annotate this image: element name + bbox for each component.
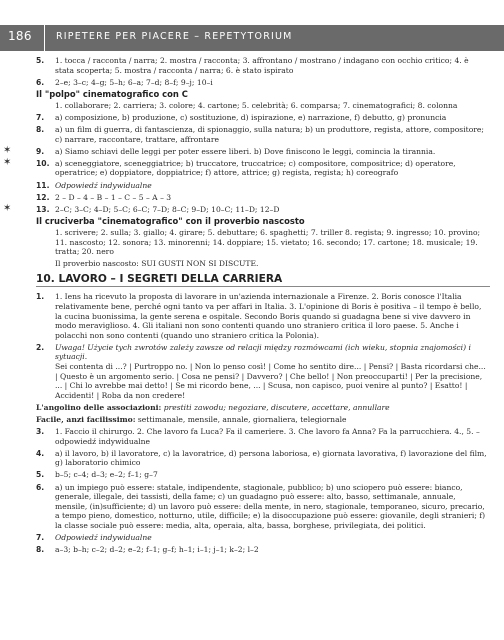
item-number: 9. (36, 146, 45, 156)
item-number: 13. (36, 204, 50, 214)
subsection-text: 1. collaborare; 2. carriera; 3. colore; 4. cartone; 5. celebrità; 6. comparsa; 7. cinematografici; 8. colonna (55, 100, 458, 110)
item-text: 1. Faccio il chirurgo. 2. Che lavoro fa Luca? Fa il cameriere. 3. Che lavoro fa Anna? Fa la parrucchiera. 4., 5. – odpowiedź indywidualne (55, 427, 480, 446)
section-divider (36, 286, 490, 287)
proverb-text: Il proverbio nascosto: SUI GUSTI NON SI DISCUTE. (55, 259, 259, 269)
item-text: a) composizione, b) produzione, c) sostituzione, d) ispirazione, e) narrazione, f) debutto, g) pronuncia (55, 112, 447, 122)
list-item (3, 202, 490, 215)
item-text: a) un film di guerra, di fantascienza, di spionaggio, sulla natura; b) un produttore, regista, attore, compositore; c) narrare, raccontare, trattare, affrontare (55, 125, 484, 144)
list-item (36, 427, 490, 446)
info-line (36, 415, 490, 425)
item-number: 8. (36, 545, 45, 555)
list-item (3, 156, 490, 178)
item-text: a) un impiego può essere: statale, indipendente, stagionale, pubblico; b) uno sciopero può essere: bianco, generale, illegale, dei tassisti, della fame; c) un guadagno può essere: alto, basso, settimanale, annuale, mensile, (in)sufficiente; d) un lavoro può essere: della mente, in nero, stagionale, temporaneo, sicuro, precario, a tempo pieno, domestico, notturno, utile, difficile; e) la disoccupazione può essere: giovanile, degli stranieri; f) la classe sociale può essere: media, alta, operaia, alta, bassa, borghese, privilegiata, dei politici. (55, 482, 486, 530)
subsection-title: Il cruciverba "cinematografico" con il proverbio nascosto (36, 216, 305, 227)
item-text: a) il lavoro, b) il lavoratore, c) la lavoratrice, d) persona laboriosa, e) giornata lavorativa, f) lavorazione del film, g) laboratorio chimico (55, 448, 487, 468)
item-number: 7. (36, 533, 45, 543)
list-item (36, 193, 490, 203)
item-text: 1. Iens ha ricevuto la proposta di lavorare in un'azienda internazionale a Firenze. 2. Boris conosce l'Italia relativamente bene, perché ogni tanto va per affari in Italia. 3. L'opinione di Boris è positiva – il tempo è bello, la cucina buonissima, la gente serena e ospitale. Secondo Boris quando si guadagna bene si vive davvero in modo meraviglioso. 4. Gli italiani non sono contenti quando uno straniero critica il loro paese. 5. Anche i polacchi non sono contenti (quando uno straniero critica la Polonia). (55, 292, 482, 340)
list-item (36, 125, 490, 144)
list-item (36, 545, 490, 555)
info-line (36, 403, 490, 413)
item-number: 5. (36, 56, 45, 65)
item-number: 12. (36, 192, 50, 202)
item-number: 3. (36, 427, 45, 437)
item-text: a) sceneggiatore, sceneggiatrice; b) truccatore, truccatrice; c) compositore, compositrice; d) operatore, operatrice; e) doppiatore, doppiatrice; f) attore, attrice; g) regista, regista; h) coreografo (55, 158, 456, 178)
star-icon: ✶ (3, 156, 12, 168)
item-number: 6. (36, 77, 45, 87)
item-text: 1. tocca / racconta / narra; 2. mostra / racconta; 3. affrontano / mostrano / indagano con occhio critico; 4. è stata scoperta; 5. mostra / racconta / narra; 6. è stato ispirato (55, 56, 469, 75)
list-item (3, 144, 490, 157)
item-number: 1. (36, 292, 45, 302)
list-item (36, 56, 490, 75)
item-number: 11. (36, 180, 50, 190)
item-text: 2–e; 3–c; 4–g; 5–h; 6–a; 7–d; 8–f; 9–j; 10–i (55, 77, 213, 87)
item-number: 5. (36, 470, 45, 480)
item-text: a–3; b–h; c–2; d–2; e–2; f–1; g–f; h–1; i–1; j–1; k–2; l–2 (55, 545, 259, 555)
page-header (0, 25, 504, 51)
info-label: Facile, anzi facilissimo: (36, 415, 136, 424)
item-number: 7. (36, 112, 45, 122)
item-number: 6. (36, 482, 45, 492)
item-number: 4. (36, 448, 45, 458)
list-item (36, 533, 490, 543)
item-text: 2–C; 3–C; 4–D; 5–C; 6–C; 7–D; 8–C; 9–D; 10–C; 11–D; 12–D (55, 204, 280, 214)
item-number: 10. (36, 158, 50, 168)
header-divider (44, 25, 45, 51)
subsection-title: Il "polpo" cinematografico con C (36, 89, 188, 100)
list-item (36, 181, 490, 191)
list-item (36, 449, 490, 468)
item-note: Uwaga! Użycie tych zwrotów zależy zawsze od relacji między rozmówcami (ich wieku, stopnia znajomości) i sytuacji. (55, 342, 471, 362)
subsection-text: 1. scrivere; 2. sulla; 3. giallo; 4. girare; 5. debuttare; 6. spaghetti; 7. triller 8. regista; 9. ingresso; 10. provino; 11. nascosto; 12. sonora; 13. minorenni; 14. doppiare; 15. vietato; 16. secondo; 17. cartone; 18. musicale; 19. tratta; 20. nero (55, 227, 481, 257)
info-label: L'angolino delle associazioni: (36, 402, 162, 412)
item-text: Odpowiedź indywidualne (55, 180, 152, 190)
item-number: 2. (36, 342, 45, 352)
info-text: settimanale, mensile, annale, giornaliera, telegiornale (135, 415, 347, 424)
list-item (36, 470, 490, 480)
item-text: Sei contenta di ...? | Purtroppo no. | Non lo penso così! | Come ho sentito dire... | Pensi? | Basta ricordarsi che... | Questo è un argomento serio. | Cosa ne pensi? | Davvero? | Che bello! | Non preoccuparti! | Per la precisione, ... | Chi lo avrebbe mai detto! | Se mi ricordo bene, ... | Scusa, non capisco, puoi venire al punto? | Esatto! | Accidenti! | Roba da non credere! (55, 362, 486, 400)
page-content (3, 56, 490, 557)
star-icon: ✶ (3, 202, 12, 214)
list-item (36, 78, 490, 88)
list-item (36, 113, 490, 123)
page-number: 186 (8, 29, 32, 43)
running-title: RIPETERE PER PIACERE – REPETYTORIUM (56, 31, 293, 42)
list-item (36, 343, 490, 401)
item-number: 8. (36, 125, 45, 135)
section-title: 10. LAVORO – I SEGRETI DELLA CARRIERA (36, 272, 283, 285)
item-text: 2 – D – 4 – B – 1 – C – 5 – A – 3 (55, 192, 172, 202)
list-item (36, 292, 490, 340)
item-text: b–5; c–4; d–3; e–2; f–1; g–7 (55, 470, 158, 480)
info-text: prestiti zawodu; negoziare, discutere, accettare, annullare (161, 402, 390, 412)
item-text: a) Siamo schiavi delle leggi per poter essere liberi. b) Dove finiscono le leggi, comincia la tirannia. (55, 146, 436, 156)
list-item (36, 483, 490, 531)
star-icon: ✶ (3, 144, 12, 156)
item-text: Odpowiedź indywidualne (55, 533, 152, 543)
